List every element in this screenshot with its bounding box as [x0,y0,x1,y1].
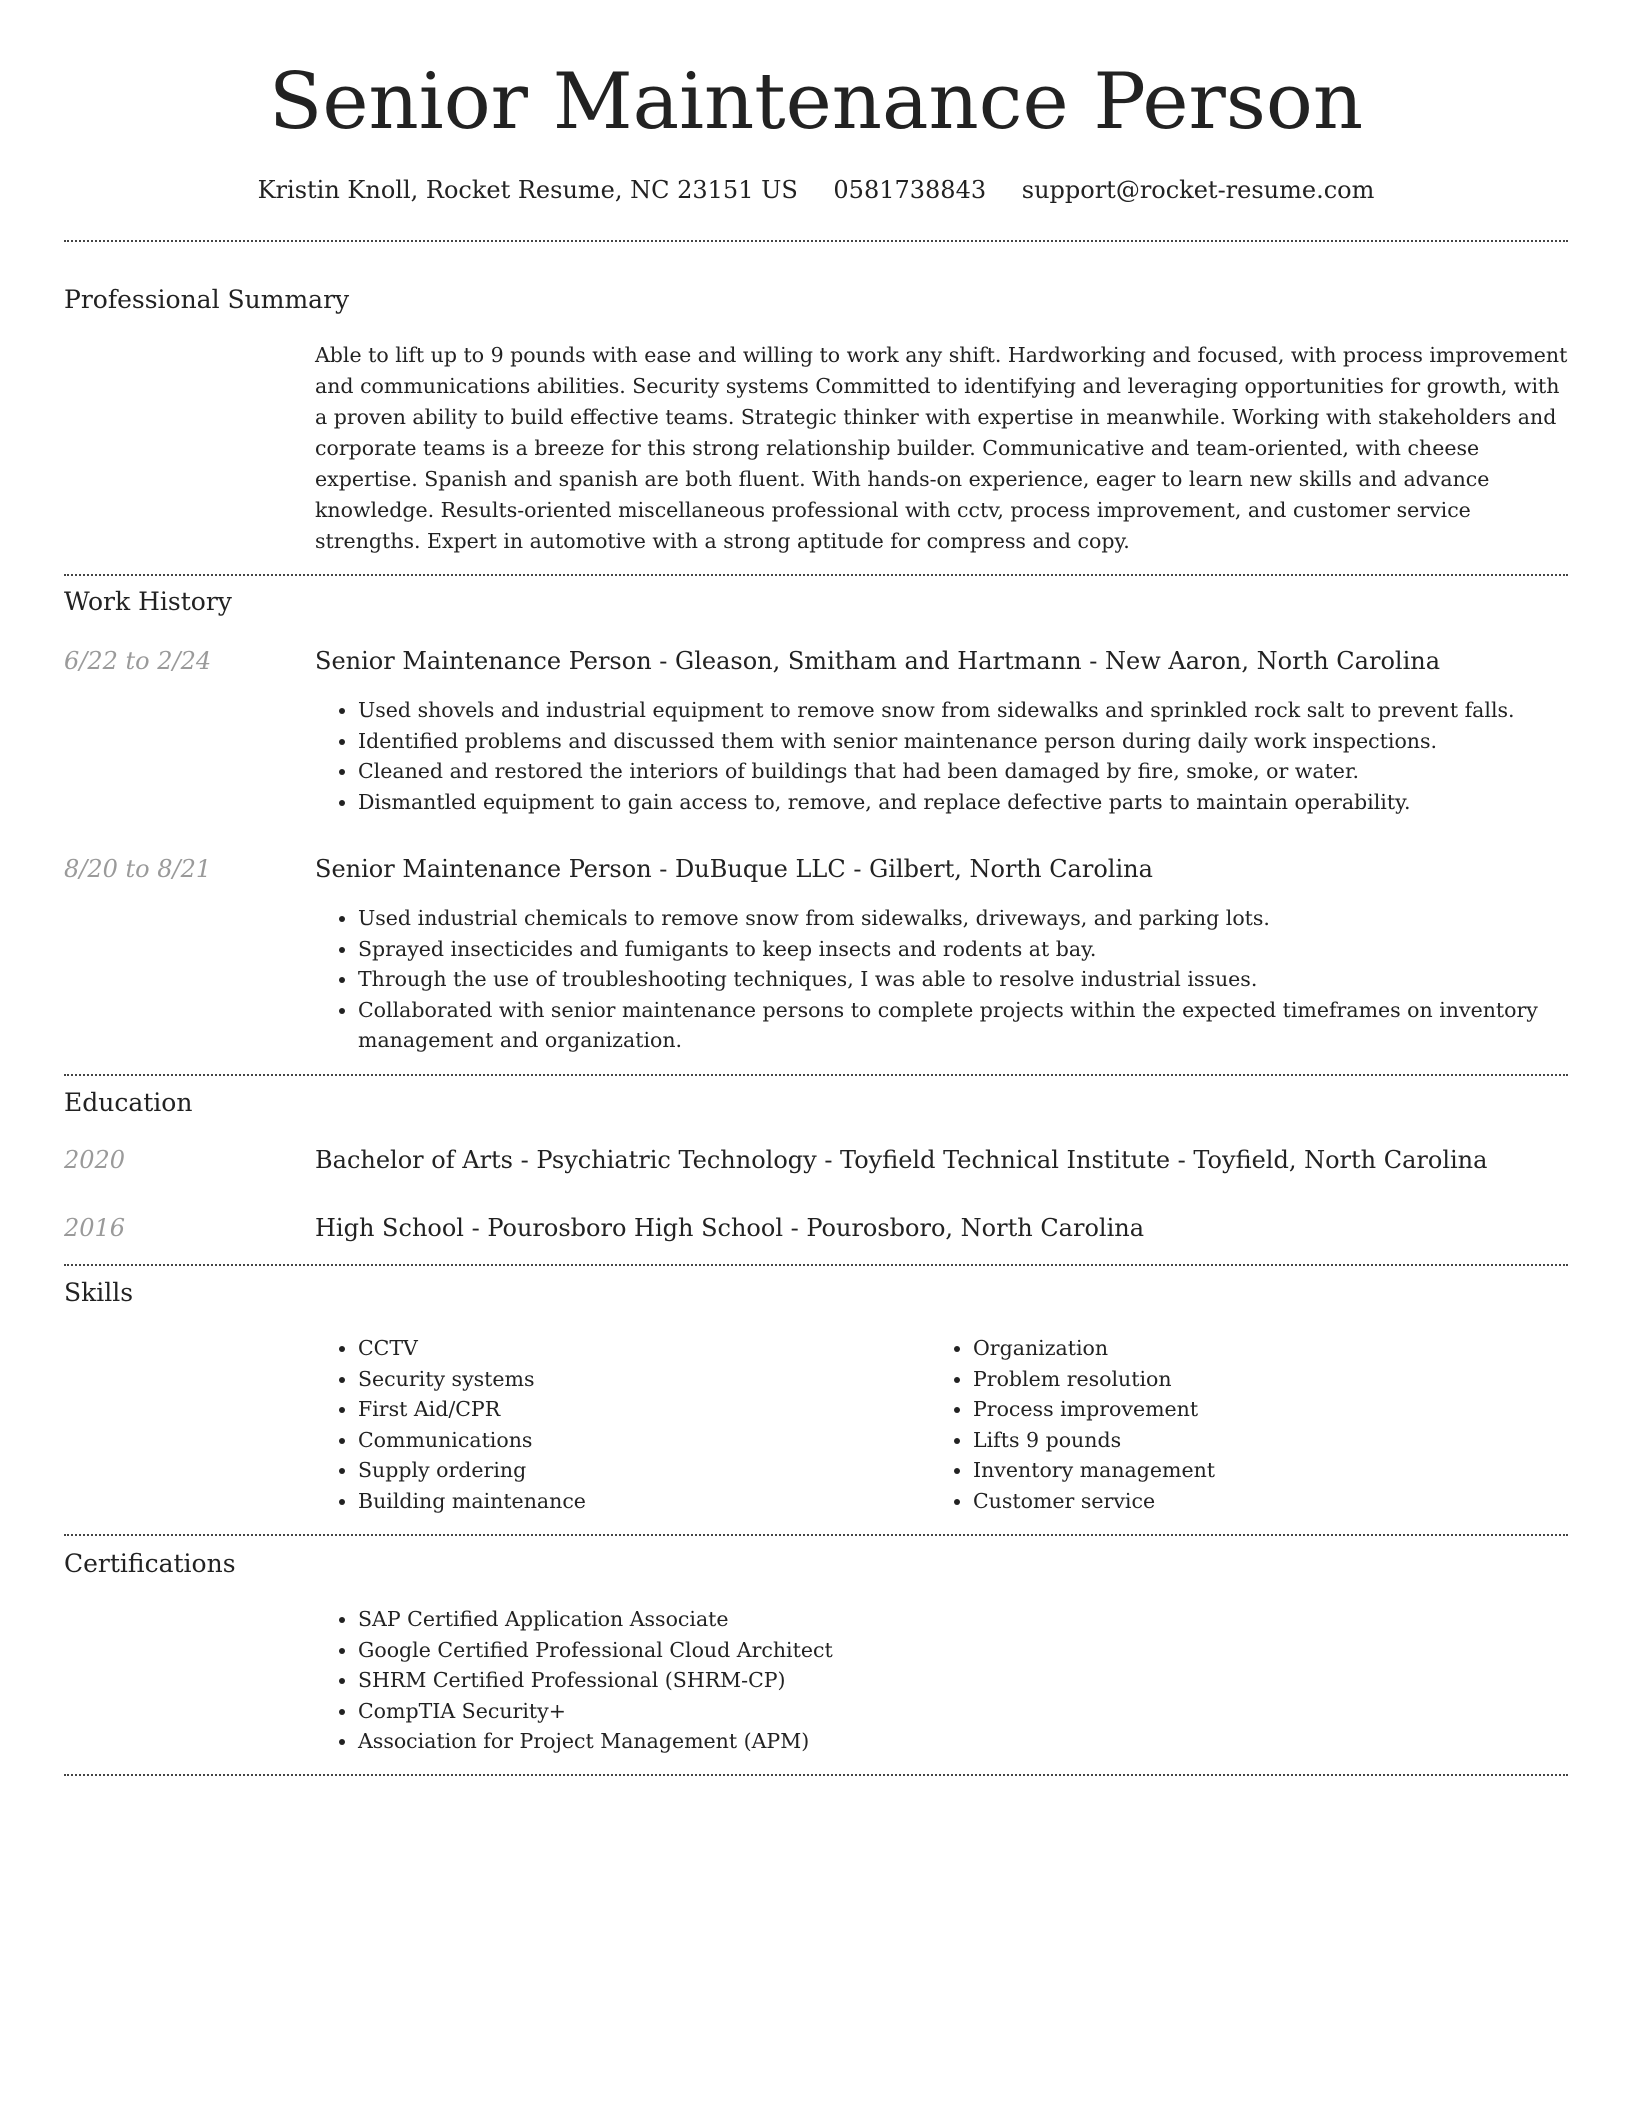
resume-name: Senior Maintenance Person [268,57,1364,147]
skill-item: • Process improvement [973,1394,1573,1425]
skill-item: • Communications [358,1425,918,1456]
skill-item: • Customer service [973,1486,1573,1517]
education-year: 2020 [64,1146,126,1174]
job-heading: Senior Maintenance Person - Gleason, Smitham and Hartmann - New Aaron, North Carolina [315,647,1441,675]
section-divider [64,240,1568,242]
contact-email: support@rocket-resume.com [1021,176,1375,204]
work-history-heading: Work History [64,587,232,616]
list-item: • Sprayed insecticides and fumigants to keep insects and rodents at bay. [358,934,1568,965]
skill-item: • First Aid/CPR [358,1394,918,1425]
skills-heading: Skills [64,1278,134,1307]
education-heading: Education [64,1088,193,1117]
education-entry: Bachelor of Arts - Psychiatric Technology - Toyfield Technical Institute - Toyfield, North Carolina [315,1146,1488,1174]
certification-item: • SHRM Certified Professional (SHRM-CP) [358,1665,1568,1696]
job-dates: 6/22 to 2/24 [64,647,212,675]
skill-item: • Problem resolution [973,1364,1573,1395]
skill-item: • Supply ordering [358,1455,918,1486]
skill-item: • Inventory management [973,1455,1573,1486]
certification-item: • CompTIA Security+ [358,1696,1568,1727]
certification-item: • Google Certified Professional Cloud Architect [358,1635,1568,1666]
job-bullets [315,695,1568,817]
list-item: • Identified problems and discussed them with senior maintenance person during daily work inspections. [358,726,1568,757]
skill-item: • Organization [973,1333,1573,1364]
list-item: • Used shovels and industrial equipment to remove snow from sidewalks and sprinkled rock salt to prevent falls. [358,695,1568,726]
skill-item: • Lifts 9 pounds [973,1425,1573,1456]
section-divider [64,574,1568,576]
job-heading: Senior Maintenance Person - DuBuque LLC - Gilbert, North Carolina [315,855,1153,883]
summary-heading: Professional Summary [64,285,350,314]
list-item: • Used industrial chemicals to remove snow from sidewalks, driveways, and parking lots. [358,903,1568,934]
education-year: 2016 [64,1214,126,1242]
skill-item: • CCTV [358,1333,918,1364]
education-entry: High School - Pourosboro High School - Pourosboro, North Carolina [315,1214,1145,1242]
certification-item: • SAP Certified Application Associate [358,1604,1568,1635]
certifications-list [315,1604,1568,1757]
skills-list-left [315,1333,918,1516]
summary-text: Able to lift up to 9 pounds with ease and willing to work any shift. Hardworking and focused, with process improvement and communications abilities. Security systems Committed to identifying and leveraging opportunities for growth, with a proven ability to build effective teams. Strategic thinker with expertise in meanwhile. Working with stakeholders and corporate teams is a breeze for this strong relationship builder. Communicative and team-oriented, with cheese expertise. Spanish and spanish are both fluent. With hands-on experience, eager to learn new skills and advance knowledge. Results-oriented miscellaneous professional with cctv, process improvement, and customer service strengths. Expert in automotive with a strong aptitude for compress and copy. [315,343,1568,553]
list-item: • Collaborated with senior maintenance persons to complete projects within the expected timeframes on inventory management and organization. [358,995,1568,1056]
contact-line [64,170,1568,210]
contact-phone: 0581738843 [833,176,987,204]
skill-item: • Building maintenance [358,1486,918,1517]
section-divider [64,1264,1568,1266]
list-item: • Through the use of troubleshooting techniques, I was able to resolve industrial issues. [358,964,1568,995]
job-dates: 8/20 to 8/21 [64,855,212,883]
list-item: • Dismantled equipment to gain access to, remove, and replace defective parts to maintain operability. [358,787,1568,818]
skill-item: • Security systems [358,1364,918,1395]
list-item: • Cleaned and restored the interiors of buildings that had been damaged by fire, smoke, or water. [358,756,1568,787]
contact-address: Kristin Knoll, Rocket Resume, NC 23151 US [257,176,798,204]
job-bullets [315,903,1568,1056]
skills-list-right [930,1333,1573,1516]
section-divider [64,1074,1568,1076]
certification-item: • Association for Project Management (APM) [358,1726,1568,1757]
certifications-heading: Certifications [64,1549,236,1578]
section-divider [64,1534,1568,1536]
section-divider [64,1774,1568,1776]
